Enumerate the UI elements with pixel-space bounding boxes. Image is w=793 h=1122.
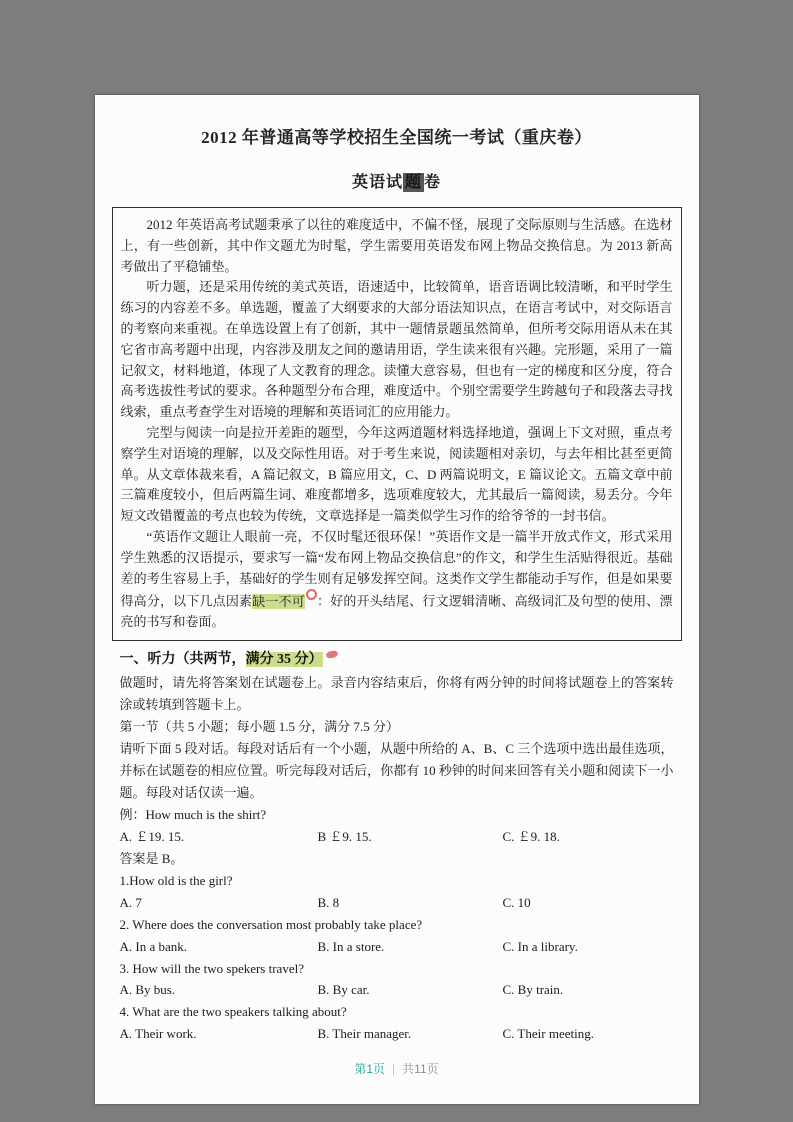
paragraph-text-tail: ：好的开头结尾、行文逻辑清晰、高级词汇及句型的使用、漂亮的书写和卷面。	[120, 593, 673, 630]
option-c: C. ￡9. 18.	[502, 828, 560, 844]
document-page	[95, 95, 699, 1104]
option-a: A. In a bank.	[119, 938, 188, 954]
question-2-options-row	[120, 936, 674, 958]
listening-section-heading	[120, 648, 674, 672]
option-b: B ￡9. 15.	[317, 828, 372, 844]
option-a: A. By bus.	[119, 982, 176, 998]
paper-subtitle	[112, 169, 682, 192]
question-1-options-row	[120, 892, 674, 914]
review-paragraph-4	[121, 527, 673, 633]
question-2-text: 2. Where does the conversation most probably take place?	[119, 916, 423, 932]
red-scribble-annotation-icon	[325, 649, 338, 658]
option-c: C. In a library.	[502, 938, 578, 954]
option-b: B. Their manager.	[317, 1026, 412, 1042]
highlighted-score-text: 满分 35 分）	[245, 652, 323, 668]
option-c: C. By train.	[502, 982, 564, 998]
exam-title: 2012 年普通高等学校招生全国统一考试（重庆卷）	[201, 128, 592, 147]
review-paragraph-3: 完型与阅读一向是拉开差距的题型，今年这两道题材料选择地道，强调上下文对照，重点考察学生对语境的理解，以及交际性用语。对于考生来说，阅读题相对亲切，与去年相比甚至更简单。从文章体裁来看，A 篇记叙文，B 篇应用文，C、D 两篇说明文，E 篇议论文。五篇文章中前三篇难度较小，但后两篇生词、难度都增多，选项难度较大，尤其最后一篇阅读，易丢分。今年短文改错覆盖的考点也较为传统，文章选择是一篇类似学生习作的给爷爷的一封书信。	[120, 424, 673, 524]
question-3-options-row	[120, 979, 674, 1001]
current-page-indicator[interactable]: 第1页	[354, 1062, 386, 1076]
example-question: 例：How much is the shirt?	[119, 806, 267, 822]
heading-text: 一、听力（共两节，	[119, 652, 246, 668]
option-a: A. 7	[119, 894, 142, 910]
example-options-row	[120, 826, 674, 848]
question-3-text: 3. How will the two spekers travel?	[119, 960, 304, 976]
part-one-intro: 请听下面 5 段对话。每段对话后有一个小题，从题中所给的 A、B、C 三个选项中选出最佳选项，并标在试题卷的相应位置。听完每段对话后，你都有 10 秒钟的时间来回答有关小题和阅读下一小题。每段对话仅读一遍。	[119, 740, 674, 800]
subtitle-text-tail: 卷	[424, 174, 442, 191]
example-answer: 答案是 B。	[119, 850, 184, 866]
total-pages-indicator: 共11页	[402, 1062, 439, 1076]
highlighted-text: 缺一不可	[252, 593, 305, 609]
page-footer	[95, 1060, 699, 1077]
review-paragraph-2: 听力题，还是采用传统的美式英语，语速适中，比较简单，语音语调比较清晰，和平时学生练习的内容差不多。单选题，覆盖了大纲要求的大部分语法知识点，在语言考试中，对交际语言的考察向来重视。在单选设置上有了创新，其中一题情景题虽然简单，但所考交际用语从未在其它省市高考题中出现，内容涉及朋友之间的邀请用语，学生读来很有兴趣。完形题，采用了一篇记叙文，材料地道，体现了人文教育的理念。读懂大意容易，但也有一定的梯度和区分度，符合高考选拔性考试的要求。各种题型分布合理，难度适中。个别空需要学生跨越句子和段落去寻找线索，重点考查学生对语境的理解和英语词汇的应用能力。	[120, 279, 673, 420]
question-1-text: 1.How old is the girl?	[119, 872, 233, 888]
exam-review-box	[112, 207, 682, 641]
option-b: B. By car.	[317, 982, 370, 998]
listening-section	[112, 648, 682, 1045]
footer-separator: |	[392, 1062, 396, 1076]
subtitle-text: 英语试	[351, 174, 403, 191]
paragraph-text: “英语作文题让人眼前一亮，不仅时髦还很环保！”英语作文是一篇半开放式作文，形式采用学生熟悉的汉语提示，要求写一篇“发布网上物品交换信息”的作文，和学生生活贴得很近。基础差的考生容易上手，基础好的学生则有足够发挥空间。这类作文学生都能动手写作，但是如果要得高分，以下几点因素	[120, 528, 673, 609]
listening-intro: 做题时，请先将答案划在试题卷上。录音内容结束后，你将有两分钟的时间将试题卷上的答案转涂或转填到答题卡上。	[119, 674, 674, 712]
question-4-text: 4. What are the two speakers talking about?	[119, 1004, 347, 1020]
option-c: C. 10	[502, 894, 531, 910]
ink-stamp-artifact: 题	[404, 174, 422, 191]
option-b: B. In a store.	[317, 938, 385, 954]
option-a: A. Their work.	[119, 1026, 197, 1042]
option-b: B. 8	[317, 894, 340, 910]
red-circle-annotation-icon	[306, 589, 317, 600]
option-a: A. ￡19. 15.	[119, 828, 185, 844]
option-c: C. Their meeting.	[502, 1026, 594, 1042]
review-paragraph-1: 2012 年英语高考试题秉承了以往的难度适中，不偏不怪，展现了交际原则与生活感。在选材上，有一些创新，其中作文题尤为时髦，学生需要用英语发布网上物品交换信息。为 2013 新高考做出了平稳铺垫。	[120, 217, 673, 274]
question-4-options-row	[120, 1023, 674, 1045]
part-one-title: 第一节（共 5 小题；每小题 1.5 分，满分 7.5 分）	[119, 718, 400, 734]
